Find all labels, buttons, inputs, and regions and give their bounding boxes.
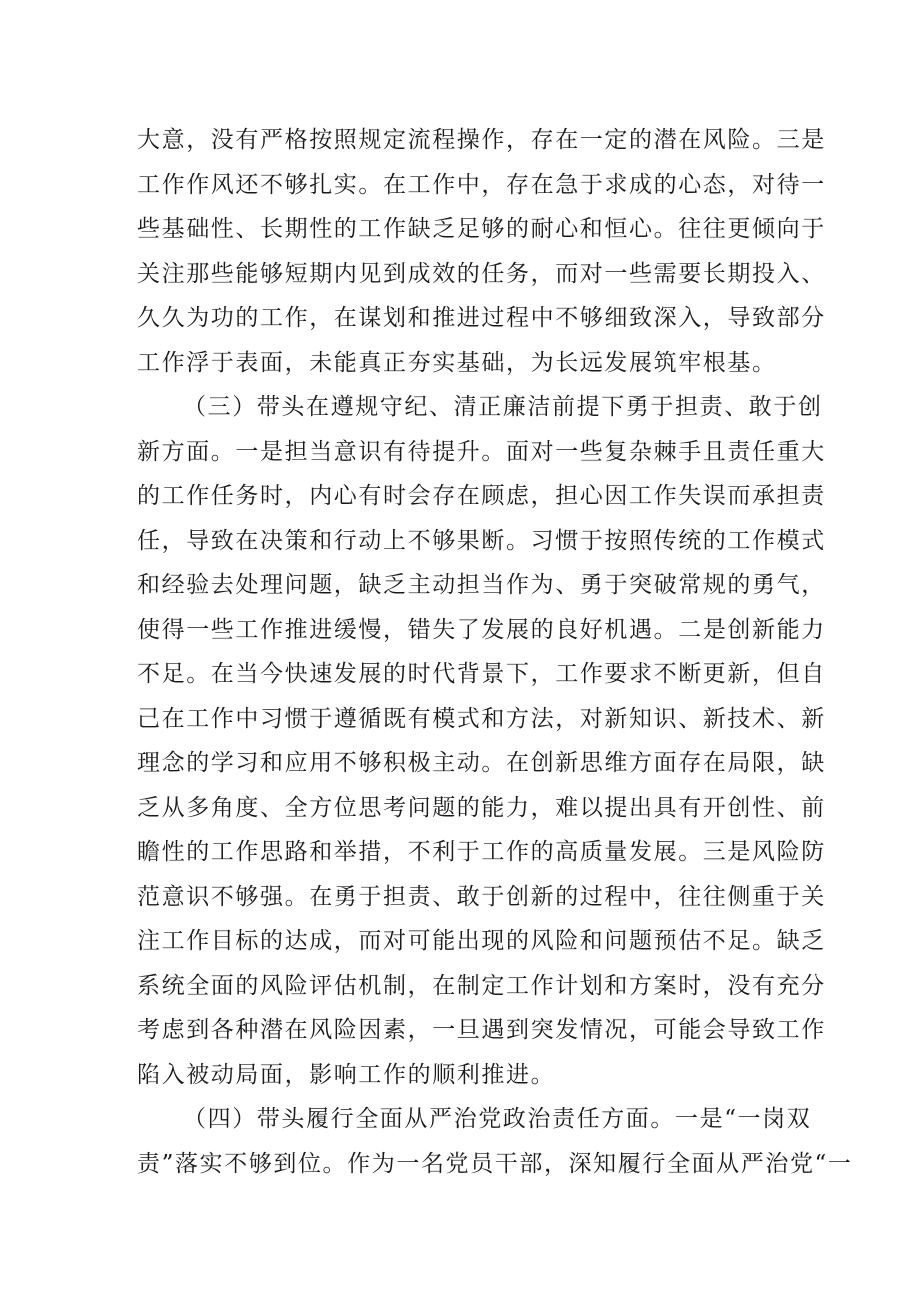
text-line: 瞻性的工作思路和举措，不利于工作的高质量发展。三是风险防 (137, 839, 826, 865)
text-line: 工作浮于表面，未能真正夯实基础，为长远发展筑牢根基。 (137, 349, 777, 376)
text-line: 工作作风还不够扎实。在工作中，存在急于求成的心态，对待一 (137, 171, 826, 198)
text-line: 注工作目标的达成，而对可能出现的风险和问题预估不足。缺乏 (137, 928, 826, 954)
text-line: 范意识不够强。在勇于担责、敢于创新的过程中，往往侧重于关 (137, 883, 826, 910)
text-line: 使得一些工作推进缓慢，错失了发展的良好机遇。二是创新能力 (137, 616, 826, 643)
text-line: 责”落实不够到位。作为一名党员干部，深知履行全面从严治党“一 (137, 1150, 853, 1177)
text-line: （三）带头在遵规守纪、清正廉洁前提下勇于担责、敢于创 (183, 394, 823, 420)
text-line: 不足。在当今快速发展的时代背景下，工作要求不断更新，但自 (137, 661, 826, 687)
text-line: 大意，没有严格按照规定流程操作，存在一定的潜在风险。三是 (137, 127, 826, 153)
document-body (137, 118, 853, 1186)
text-line: 理念的学习和应用不够积极主动。在创新思维方面存在局限，缺 (137, 750, 826, 776)
text-line: 些基础性、长期性的工作缺乏足够的耐心和恒心。往往更倾向于 (137, 216, 826, 242)
paragraph-section-3 (137, 385, 826, 1097)
paragraph-continued (137, 118, 826, 385)
text-line: 系统全面的风险评估机制，在制定工作计划和方案时，没有充分 (137, 972, 826, 999)
text-line: 关注那些能够短期内见到成效的任务，而对一些需要长期投入、 (137, 260, 826, 287)
text-line: 乏从多角度、全方位思考问题的能力，难以提出具有开创性、前 (137, 794, 826, 821)
text-line: 和经验去处理问题，缺乏主动担当作为、勇于突破常规的勇气， (137, 572, 826, 598)
text-line: 的工作任务时，内心有时会存在顾虑，担心因工作失误而承担责 (137, 483, 826, 509)
text-line: 新方面。一是担当意识有待提升。面对一些复杂棘手且责任重大 (137, 438, 826, 465)
text-line: 任，导致在决策和行动上不够果断。习惯于按照传统的工作模式 (137, 527, 826, 554)
text-line: 久久为功的工作，在谋划和推进过程中不够细致深入，导致部分 (137, 305, 826, 331)
text-line: 陷入被动局面，影响工作的顺利推进。 (137, 1061, 556, 1088)
text-line: 考虑到各种潜在风险因素，一旦遇到突发情况，可能会导致工作 (137, 1017, 826, 1043)
paragraph-section-4 (137, 1097, 853, 1186)
text-line: （四）带头履行全面从严治党政治责任方面。一是“一岗双 (183, 1106, 812, 1132)
text-line: 己在工作中习惯于遵循既有模式和方法，对新知识、新技术、新 (137, 705, 826, 732)
